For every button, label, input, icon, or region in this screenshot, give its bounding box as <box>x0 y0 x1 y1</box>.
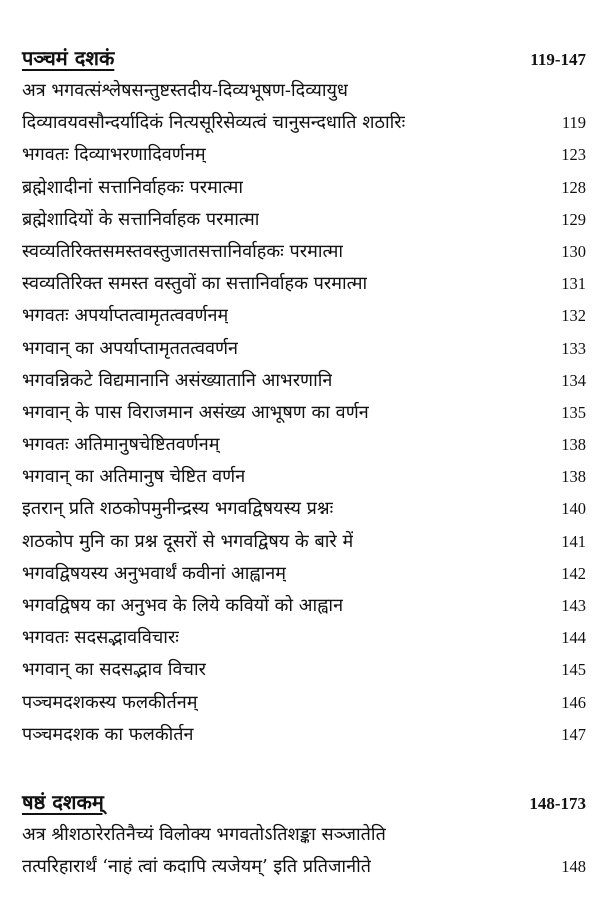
entry-page: 133 <box>561 338 586 358</box>
entry-page: 119 <box>561 113 586 133</box>
entry-page: 128 <box>561 177 586 197</box>
entry-text: अत्र भगवत्संश्लेषसन्तुष्टस्तदीय-दिव्यभूषण-दिव्यायुध <box>22 80 348 101</box>
toc-entry <box>22 175 586 207</box>
entry-page: 147 <box>561 724 586 744</box>
entry-page: 141 <box>561 531 586 551</box>
entry-text: दिव्यावयवसौन्दर्यादिकं नित्यसूरिसेव्यत्वं चानुसन्दधाति शठारिः <box>22 112 406 134</box>
entry-page: 123 <box>561 145 586 165</box>
toc-entry <box>22 400 586 432</box>
entry-text: स्वव्यतिरिक्तसमस्तवस्तुजातसत्तानिर्वाहकः परमात्मा <box>22 240 344 262</box>
entry-page: 138 <box>561 467 586 487</box>
entry-text: पञ्चमदशक का फलकीर्तन <box>22 723 194 745</box>
entry-text: भगवान् के पास विराजमान असंख्य आभूषण का वर्णन <box>22 401 369 423</box>
toc-entry <box>22 336 586 368</box>
entry-page: 132 <box>561 306 586 326</box>
entry-text: भगवद्विषय का अनुभव के लिये कवियों को आह्वान <box>22 595 344 616</box>
section-heading <box>22 44 586 78</box>
toc-entry <box>22 110 586 142</box>
entry-page: 146 <box>561 692 586 712</box>
entry-text: पञ्चमदशकस्य फलकीर्तनम् <box>22 691 198 713</box>
toc-entry <box>22 722 586 754</box>
entry-text: भगवतः अपर्याप्तत्वामृतत्ववर्णनम् <box>22 305 229 327</box>
toc-entry <box>22 690 586 722</box>
toc-entry <box>22 271 586 303</box>
toc-entry <box>22 464 586 496</box>
section-heading <box>22 788 586 822</box>
section-page-range: 119-147 <box>530 50 586 69</box>
section-page-range: 148-173 <box>529 794 586 813</box>
entry-page: 138 <box>561 435 586 455</box>
entry-text: इतरान् प्रति शठकोपमुनीन्द्रस्य भगवद्विषयस्य प्रश्नः <box>22 498 334 520</box>
entry-page: 144 <box>561 628 586 648</box>
toc-entry <box>22 593 586 625</box>
toc-entry <box>22 432 586 464</box>
entry-text: भगवतः अतिमानुषचेष्टितवर्णनम् <box>22 434 220 456</box>
toc-entry <box>22 529 586 561</box>
section-title: पञ्चमं दशकं <box>22 46 115 70</box>
entry-page: 148 <box>561 857 586 877</box>
toc-entry <box>22 854 586 886</box>
toc-entry <box>22 822 586 854</box>
entry-page: 143 <box>561 596 586 615</box>
entry-page: 140 <box>561 499 586 519</box>
section-panchamam-dashakam <box>22 44 586 754</box>
entry-page: 135 <box>561 402 586 422</box>
entry-page: 142 <box>561 563 586 583</box>
toc-entry <box>22 496 586 528</box>
entry-text: शठकोप मुनि का प्रश्न दूसरों से भगवद्विषय के बारे में <box>22 530 354 552</box>
entry-page: 145 <box>561 660 586 680</box>
entry-page: 131 <box>561 274 586 294</box>
entry-text: अत्र श्रीशठारेरतिनैच्यं विलोक्य भगवतोऽतिशङ्का सञ्जातेति <box>22 824 386 845</box>
toc-entry <box>22 78 586 110</box>
entry-page: 129 <box>561 209 586 229</box>
toc-entry <box>22 657 586 689</box>
section-shashtham-dashakam <box>22 788 586 886</box>
toc-entry <box>22 239 586 271</box>
entry-text: भगवान् का सदसद्भाव विचार <box>22 659 206 681</box>
toc-entry <box>22 142 586 174</box>
entry-text: स्वव्यतिरिक्त समस्त वस्तुवों का सत्तानिर्वाहक परमात्मा <box>22 273 368 295</box>
toc-entry <box>22 625 586 657</box>
entry-page: 134 <box>561 370 586 390</box>
toc-entry <box>22 207 586 239</box>
section-title: षष्ठं दशकम् <box>22 790 104 814</box>
toc-entry <box>22 561 586 593</box>
entry-text: भगवान् का अपर्याप्तामृततत्ववर्णन <box>22 337 238 359</box>
toc-entry <box>22 303 586 335</box>
entry-text: भगवतः दिव्याभरणादिवर्णनम् <box>22 144 206 166</box>
entry-text: तत्परिहारार्थं ‘नाहं त्वां कदापि त्यजेयम्’ इति प्रतिजानीते <box>22 856 371 878</box>
entry-text: भगवद्विषयस्य अनुभवार्थं कवीनां आह्वानम् <box>22 562 286 584</box>
entry-text: भगवन्निकटे विद्यमानानि असंख्यातानि आभरणानि <box>22 369 333 391</box>
entry-text: भगवतः सदसद्भावविचारः <box>22 627 179 649</box>
entry-text: भगवान् का अतिमानुष चेष्टित वर्णन <box>22 466 246 488</box>
entry-page: 130 <box>561 241 586 261</box>
entry-text: ब्रह्मेशादियों के सत्तानिर्वाहक परमात्मा <box>22 208 260 230</box>
toc-entry <box>22 368 586 400</box>
entry-text: ब्रह्मेशादीनां सत्तानिर्वाहकः परमात्मा <box>22 176 244 198</box>
